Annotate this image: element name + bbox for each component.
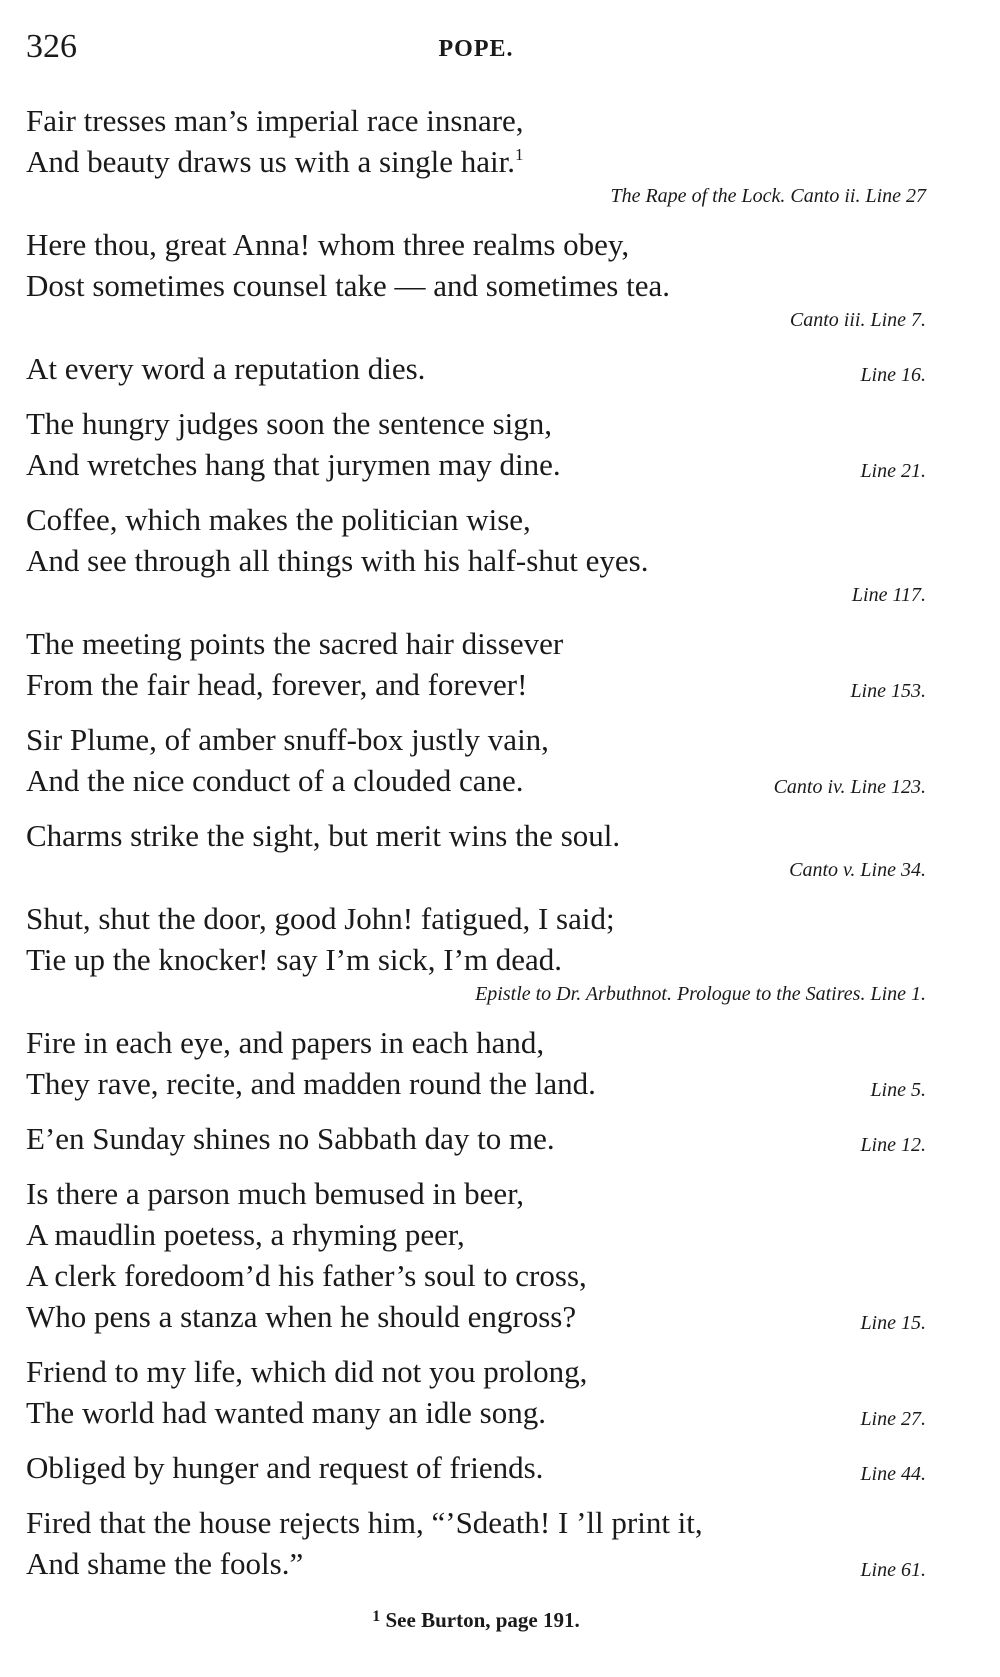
citation: Line 44.: [860, 1463, 926, 1485]
quotation: [26, 898, 926, 1008]
verse-line: [26, 1173, 926, 1214]
quotation: [26, 1173, 926, 1337]
quotation: [26, 719, 926, 801]
verse-text: Obliged by hunger and request of friends.: [26, 1450, 544, 1485]
verse-text: A clerk foredoom’d his father’s soul to cross,: [26, 1258, 587, 1293]
page-number: 326: [26, 28, 77, 65]
verse-text: And the nice conduct of a clouded cane.: [26, 763, 524, 798]
citation: Line 117.: [851, 584, 926, 606]
verse-text: Charms strike the sight, but merit wins the soul.: [26, 818, 621, 853]
citation: Line 21.: [860, 460, 926, 482]
verse-line: [26, 348, 926, 389]
quotation: [26, 1118, 926, 1159]
verse-line: [26, 403, 926, 444]
quotations-body: [26, 100, 926, 1598]
verse-text: And beauty draws us with a single hair.: [26, 144, 516, 179]
quotation: [26, 1447, 926, 1488]
citation: Line 5.: [870, 1079, 926, 1101]
verse-line: [26, 265, 926, 306]
verse-text: They rave, recite, and madden round the land.: [26, 1066, 596, 1101]
verse-text: The meeting points the sacred hair dissever: [26, 626, 564, 661]
verse-line: [26, 1502, 926, 1543]
verse-line: [26, 623, 926, 664]
verse-text: Here thou, great Anna! whom three realms obey,: [26, 227, 630, 262]
verse-text: The hungry judges soon the sentence sign,: [26, 406, 553, 441]
verse-line: [26, 1543, 926, 1584]
verse-line: [26, 1118, 926, 1159]
citation: Line 27.: [860, 1408, 926, 1430]
citation: Line 61.: [860, 1559, 926, 1581]
quotation: [26, 1351, 926, 1433]
verse-text: E’en Sunday shines no Sabbath day to me.: [26, 1121, 555, 1156]
verse-line: [26, 100, 926, 141]
verse-line: [26, 898, 926, 939]
verse-line: [26, 141, 926, 182]
citation: Line 153.: [850, 680, 926, 702]
verse-text: Dost sometimes counsel take — and sometimes tea.: [26, 268, 670, 303]
verse-text: A maudlin poetess, a rhyming peer,: [26, 1217, 465, 1252]
verse-line: [26, 1063, 926, 1104]
verse-text: Fire in each eye, and papers in each hand,: [26, 1025, 545, 1060]
verse-line: [26, 1255, 926, 1296]
verse-line: [26, 224, 926, 265]
verse-line: [26, 1022, 926, 1063]
verse-text: Shut, shut the door, good John! fatigued, I said;: [26, 901, 615, 936]
verse-line: [26, 1392, 926, 1433]
verse-line: [26, 719, 926, 760]
citation: Epistle to Dr. Arbuthnot. Prologue to the Satires. Line 1.: [475, 983, 926, 1005]
verse-line: [26, 1214, 926, 1255]
footnote-reference: 1: [515, 145, 524, 164]
verse-text: Coffee, which makes the politician wise,: [26, 502, 531, 537]
page-header: [26, 22, 926, 72]
verse-text: Tie up the knocker! say I’m sick, I’m dead.: [26, 942, 563, 977]
verse-line: [26, 1447, 926, 1488]
verse-text: At every word a reputation dies.: [26, 351, 426, 386]
quotation: [26, 348, 926, 389]
citation: The Rape of the Lock. Canto ii. Line 27: [610, 185, 926, 207]
citation: Canto v. Line 34.: [789, 859, 926, 881]
verse-text: And see through all things with his half-shut eyes.: [26, 543, 649, 578]
verse-text: And wretches hang that jurymen may dine.: [26, 447, 561, 482]
quotation: [26, 224, 926, 334]
citation: Canto iv. Line 123.: [773, 776, 926, 798]
verse-text: From the fair head, forever, and forever!: [26, 667, 528, 702]
verse-line: [26, 540, 926, 581]
citation: Line 12.: [860, 1134, 926, 1156]
quotation: [26, 100, 926, 210]
footnote: [26, 1608, 926, 1633]
quotation: [26, 623, 926, 705]
verse-text: And shame the fools.”: [26, 1546, 304, 1581]
quotation: [26, 815, 926, 884]
running-head: POPE.: [438, 36, 514, 62]
citation: Line 15.: [860, 1312, 926, 1334]
verse-text: Sir Plume, of amber snuff-box justly vain,: [26, 722, 549, 757]
verse-line: [26, 499, 926, 540]
verse-line: [26, 664, 926, 705]
footnote-text: See Burton, page 191.: [385, 1608, 580, 1632]
verse-text: Fair tresses man’s imperial race insnare,: [26, 103, 524, 138]
quotation: [26, 403, 926, 485]
citation: Canto iii. Line 7.: [789, 309, 926, 331]
verse-text: Who pens a stanza when he should engross?: [26, 1299, 577, 1334]
quotation: [26, 1022, 926, 1104]
verse-line: [26, 444, 926, 485]
quotation: [26, 499, 926, 609]
verse-line: [26, 939, 926, 980]
verse-text: Friend to my life, which did not you prolong,: [26, 1354, 588, 1389]
verse-line: [26, 1296, 926, 1337]
verse-line: [26, 1351, 926, 1392]
verse-text: Fired that the house rejects him, “’Sdeath! I ’ll print it,: [26, 1505, 703, 1540]
verse-line: [26, 815, 926, 856]
footnote-mark: 1: [372, 1608, 381, 1625]
verse-text: Is there a parson much bemused in beer,: [26, 1176, 525, 1211]
citation: Line 16.: [860, 364, 926, 386]
verse-text: The world had wanted many an idle song.: [26, 1395, 546, 1430]
quotation: [26, 1502, 926, 1584]
